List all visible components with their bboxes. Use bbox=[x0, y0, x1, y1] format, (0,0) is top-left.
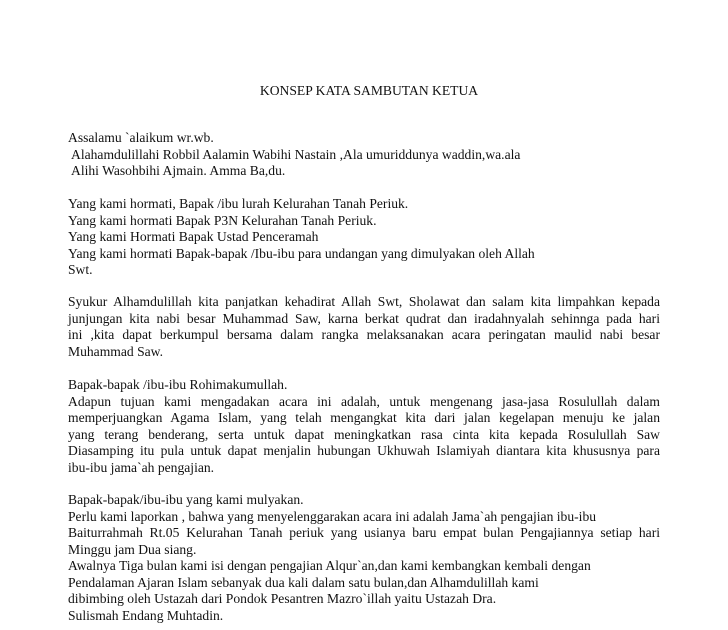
respect-line: Yang kami hormati Bapak P3N Kelurahan Tanah Periuk. bbox=[68, 212, 377, 228]
paragraph-line: Minggu jam Dua siang. bbox=[68, 541, 197, 557]
greeting-block bbox=[68, 130, 660, 180]
paragraph-line: dibimbing oleh Ustazah dari Pondok Pesantren Mazro`illah yaitu Ustazah Dra. bbox=[68, 591, 497, 607]
paragraph-line: yang terang benderang, serta untuk dapat meningkatkan rasa cinta kita kepada Rosulullah Saw bbox=[68, 426, 660, 442]
paragraph-line: Muhammad Saw. bbox=[68, 343, 164, 359]
paragraph-line: Awalnya Tiga bulan kami isi dengan pengajian Alqur`an,dan kami kembangkan kembali dengan bbox=[68, 558, 591, 573]
paragraph-line: Syukur Alhamdulillah kita panjatkan kehadirat Allah Swt, Sholawat dan salam kita limpahkan kepada bbox=[68, 294, 660, 309]
respects-block bbox=[68, 196, 660, 279]
paragraph-line: Adapun tujuan kami mengadakan acara ini adalah, untuk mengenang jasa-jasa Rosulullah dalam bbox=[68, 393, 660, 409]
paragraph-line: Perlu kami laporkan , bahwa yang menyelenggarakan acara ini adalah Jama`ah pengajian ibu-ibu bbox=[68, 508, 597, 524]
paragraph-line: junjungan kita nabi besar Muhammad Saw, karna berkat qudrat dan iradahnyalah sehinnga pada hari bbox=[68, 310, 660, 326]
paragraph-line: Pendalaman Ajaran Islam sebanyak dua kali dalam satu bulan,dan Alhamdulillah kami bbox=[68, 574, 539, 590]
paragraph-line: Sulismah Endang Muhtadin. bbox=[68, 607, 224, 623]
paragraph-line: Diasamping itu pula untuk dapat menjalin hubungan Ukhuwah Islamiyah diantara kita khususnya para bbox=[68, 443, 660, 459]
paragraph-line: ini ,kita dapat berkumpul bersama dalam rangka melaksanakan acara peringatan maulid nabi besar bbox=[68, 327, 660, 343]
greeting-line: Alihi Wasohbihi Ajmain. Amma Ba,du. bbox=[71, 163, 286, 179]
paragraph-line: memperjuangkan Agama Islam, yang telah mengangkat kita dari jalan kegelapan menuju ke jalan bbox=[68, 410, 660, 426]
respect-line: Swt. bbox=[68, 262, 93, 278]
respect-line: Yang kami hormati Bapak-bapak /Ibu-ibu para undangan yang dimulyakan oleh Allah bbox=[68, 245, 535, 261]
paragraph-gratitude bbox=[68, 294, 660, 360]
greeting-line: Assalamu `alaikum wr.wb. bbox=[68, 130, 214, 145]
paragraph-line: Baiturrahmah Rt.05 Kelurahan Tanah periuk yang usianya baru empat bulan Pengajiannya setiap hari bbox=[68, 525, 660, 541]
respect-line: Yang kami Hormati Bapak Ustad Penceramah bbox=[68, 229, 319, 245]
paragraph-line: ibu-ibu jama`ah pengajian. bbox=[68, 459, 215, 475]
respect-line: Yang kami hormati, Bapak /ibu lurah Kelurahan Tanah Periuk. bbox=[68, 196, 409, 211]
paragraph-heading: Bapak-bapak /ibu-ibu Rohimakumullah. bbox=[68, 377, 288, 392]
document-title: KONSEP KATA SAMBUTAN KETUA bbox=[259, 83, 479, 98]
paragraph-report bbox=[68, 492, 660, 558]
paragraph-heading: Bapak-bapak/ibu-ibu yang kami mulyakan. bbox=[68, 492, 304, 507]
paragraph-purpose bbox=[68, 377, 660, 477]
paragraph-history bbox=[68, 558, 660, 624]
greeting-line: Alahamdulillahi Robbil Aalamin Wabihi Nastain ,Ala umuriddunya waddin,wa.ala bbox=[71, 146, 521, 162]
